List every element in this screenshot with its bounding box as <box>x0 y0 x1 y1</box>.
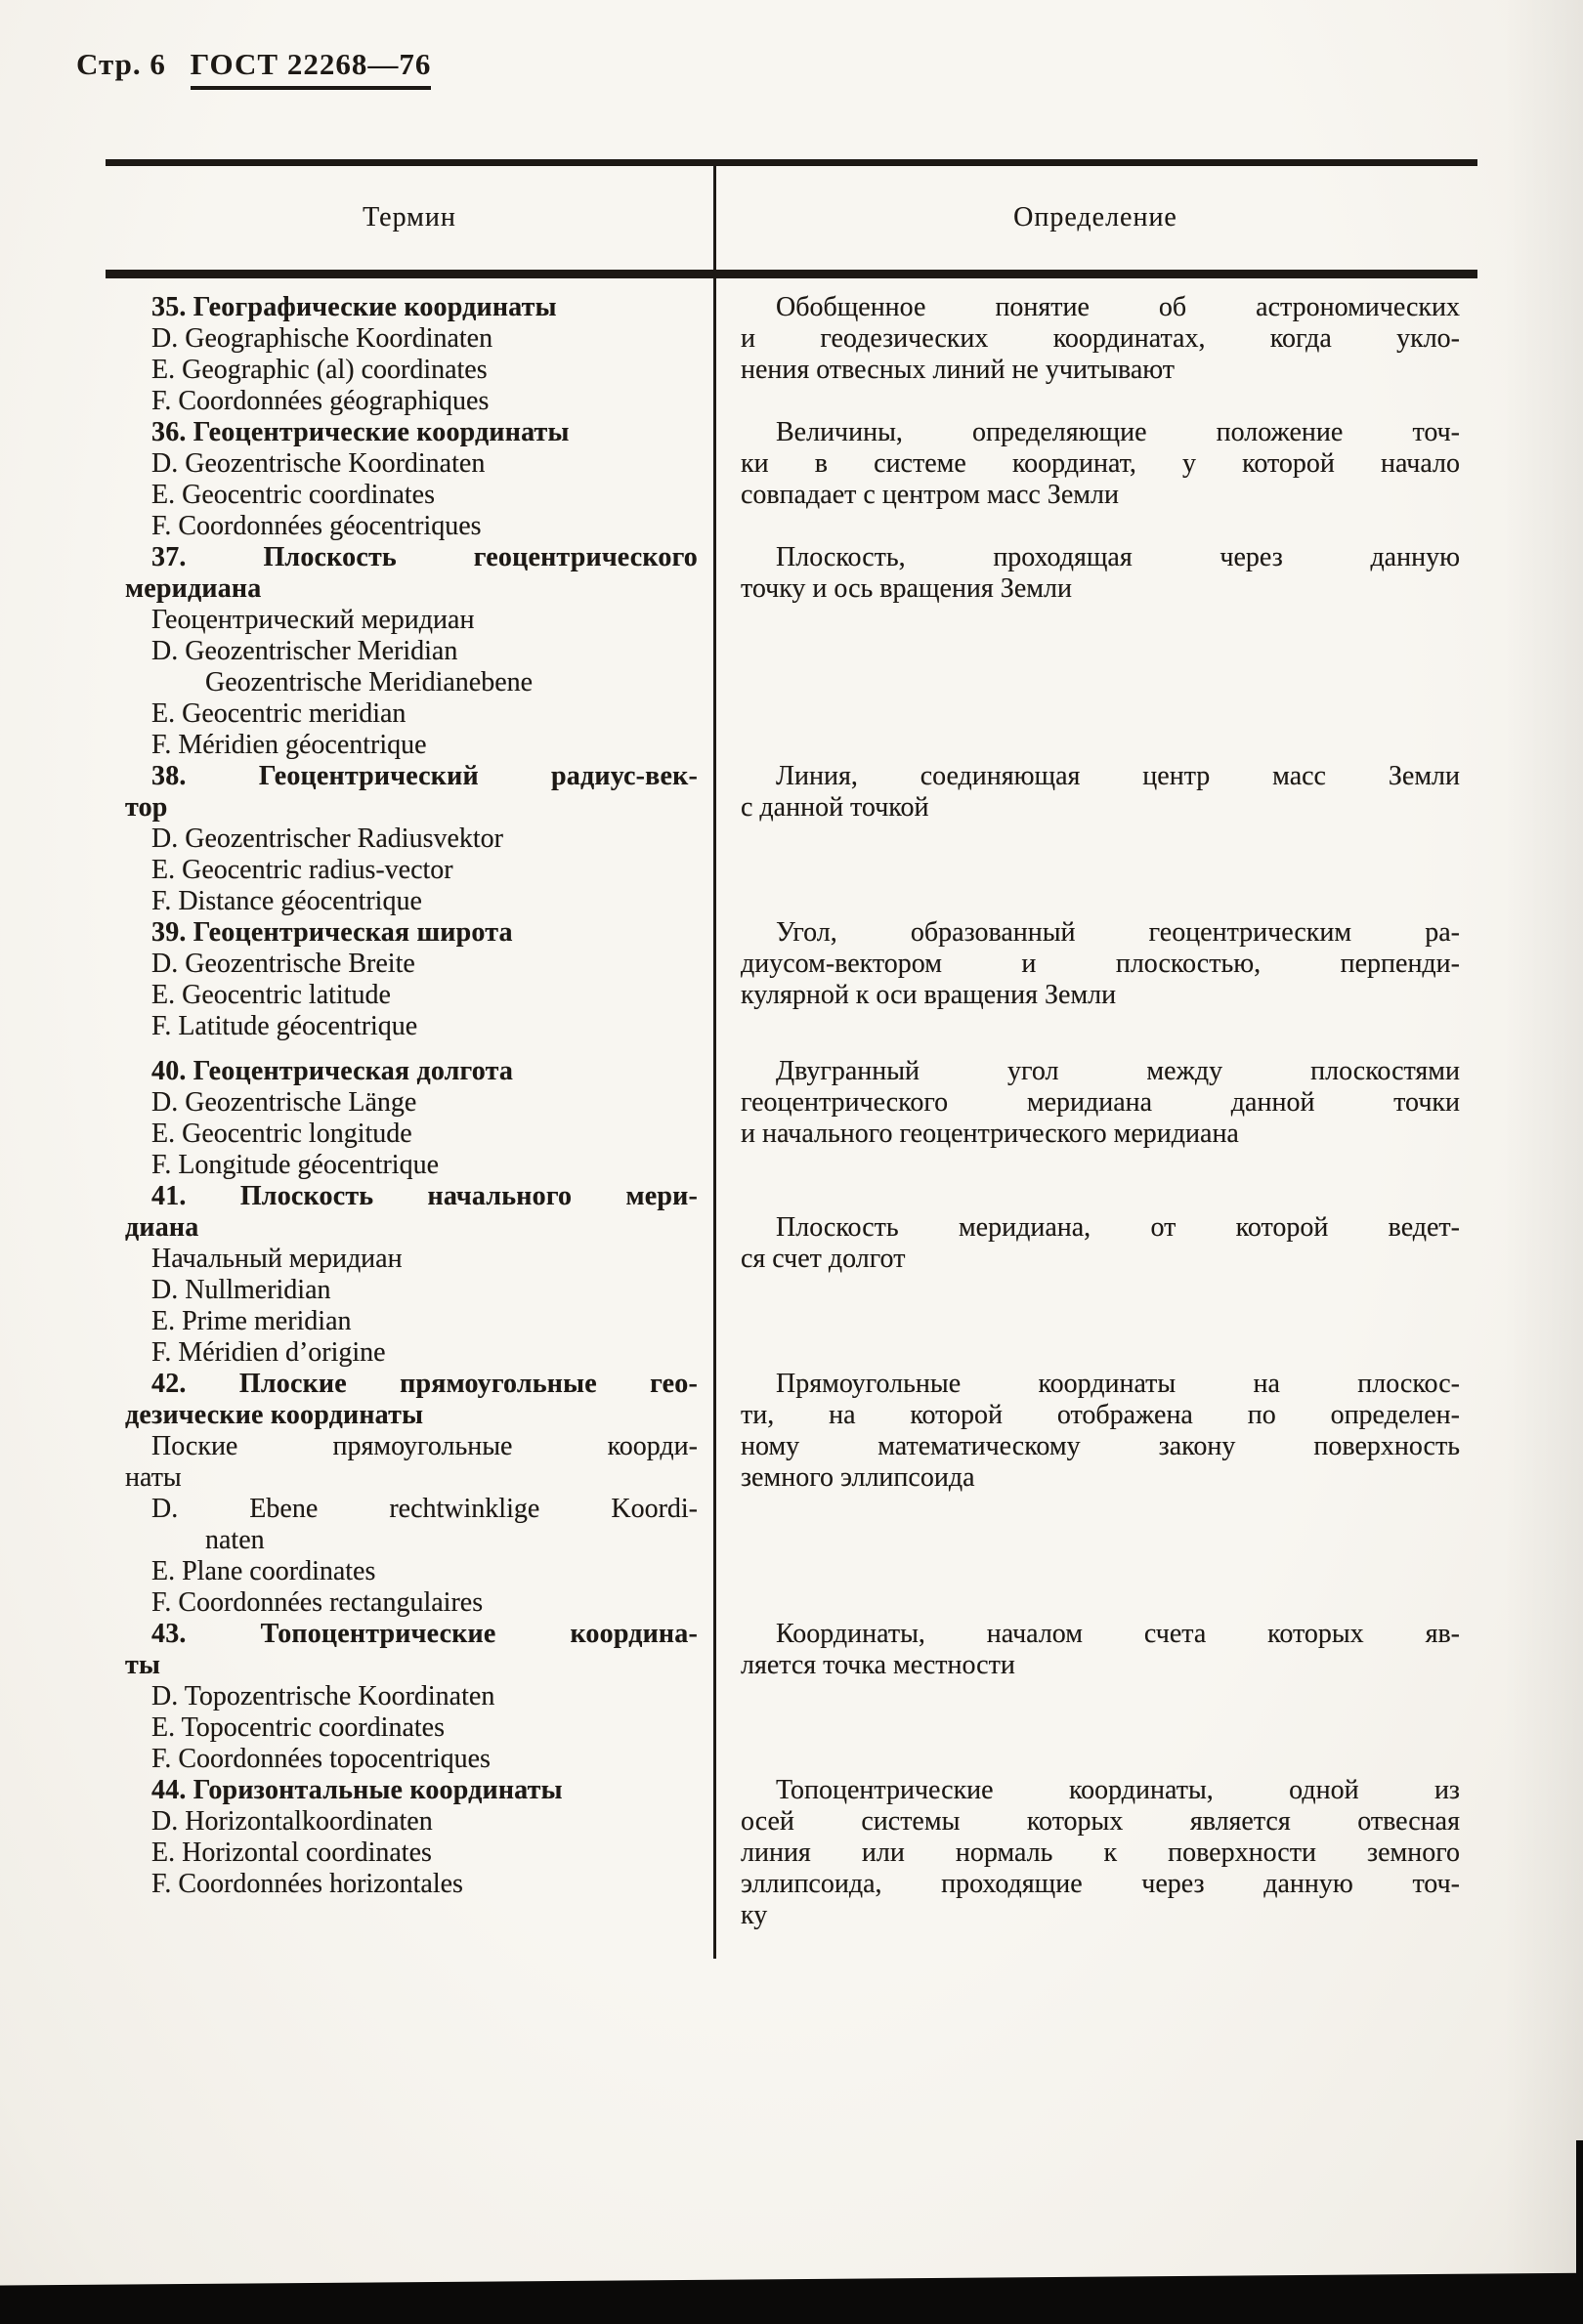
table-row <box>106 417 1477 542</box>
definition-cell <box>713 1775 1477 1931</box>
term-translation-line: D. Geozentrischer Meridian <box>151 636 458 666</box>
term-translation-line: E. Geocentric meridian <box>151 698 406 729</box>
table-row <box>106 1056 1477 1181</box>
definition-line: и геодезических координатах, когда укло- <box>741 323 1460 354</box>
definition-cell <box>713 1181 1477 1369</box>
term-translation-line: F. Distance géocentrique <box>151 886 422 916</box>
term-name-line: 43. Топоцентрические координа- <box>151 1619 698 1649</box>
term-name-line: 42. Плоские прямоугольные гео- <box>151 1369 698 1399</box>
definition-cell <box>713 292 1477 417</box>
term-translation-line: F. Longitude géocentrique <box>151 1150 440 1180</box>
term-name-line: ты <box>125 1650 161 1680</box>
term-translation-line: F. Coordonnées horizontales <box>151 1869 463 1899</box>
definition-line: и начального геоцентрического меридиана <box>741 1119 1239 1149</box>
definition-line: ся счет долгот <box>741 1244 906 1274</box>
term-cell <box>106 292 713 417</box>
term-cell <box>106 1775 713 1931</box>
term-translation-line: D. Geozentrische Koordinaten <box>151 448 486 479</box>
definition-cell <box>713 542 1477 761</box>
definition-line: Величины, определяющие положение точ- <box>776 417 1460 447</box>
definition-cell <box>713 1619 1477 1775</box>
definition-line: совпадает с центром масс Земли <box>741 480 1119 510</box>
page-header <box>76 47 431 82</box>
terms-table <box>106 159 1477 1959</box>
term-name-line: 37. Плоскость геоцентрического <box>151 542 698 572</box>
term-name-line: меридиана <box>125 573 262 604</box>
column-divider <box>713 166 716 270</box>
definition-line: Двугранный угол между плоскостями <box>776 1056 1460 1086</box>
definition-cell <box>713 417 1477 542</box>
definition-line: Обобщенное понятие об астрономических <box>776 292 1460 322</box>
definition-line: Координаты, началом счета которых яв- <box>776 1619 1460 1649</box>
table-body <box>106 278 1477 1959</box>
term-translation-line: naten <box>205 1525 265 1555</box>
column-header-term: Термин <box>363 202 456 232</box>
term-cell <box>106 1056 713 1181</box>
term-name-line: 38. Геоцентрический радиус-век- <box>151 761 698 791</box>
term-translation-line: E. Plane coordinates <box>151 1556 376 1586</box>
definition-line: земного эллипсоида <box>741 1462 975 1493</box>
term-name-line: 40. Геоцентрическая долгота <box>151 1056 514 1086</box>
scan-artifact-bottom-edge <box>0 2272 1583 2324</box>
table-header-rule <box>106 270 1477 278</box>
term-translation-line: наты <box>125 1462 182 1493</box>
term-translation-line: D. Geographische Koordinaten <box>151 323 493 354</box>
term-name-line: 44. Горизонтальные координаты <box>151 1775 563 1805</box>
table-row <box>106 1181 1477 1369</box>
term-cell <box>106 761 713 917</box>
term-cell <box>106 1619 713 1775</box>
standard-number: ГОСТ 22268—76 <box>191 47 432 90</box>
definition-line: линия или нормаль к поверхности земного <box>741 1838 1460 1868</box>
term-name-line: тор <box>125 792 168 823</box>
term-translation-line: F. Coordonnées géographiques <box>151 386 490 416</box>
definition-line: геоцентрического меридиана данной точки <box>741 1087 1460 1118</box>
table-row <box>106 917 1477 1042</box>
definition-line: Плоскость, проходящая через данную <box>776 542 1460 572</box>
term-translation-line: E. Geocentric latitude <box>151 980 391 1010</box>
column-header-definition: Определение <box>1013 202 1177 232</box>
term-translation-line: Поские прямоугольные коорди- <box>151 1431 698 1461</box>
term-translation-line: D. Ebene rechtwinklige Koordi- <box>151 1494 698 1524</box>
definition-line: ку <box>741 1900 768 1930</box>
page-number: Стр. 6 <box>76 47 166 81</box>
term-translation-line: D. Nullmeridian <box>151 1275 331 1305</box>
term-translation-line: F. Latitude géocentrique <box>151 1011 418 1041</box>
term-cell <box>106 917 713 1042</box>
definition-line: Линия, соединяющая центр масс Земли <box>776 761 1460 791</box>
definition-cell <box>713 1056 1477 1181</box>
definition-line: с данной точкой <box>741 792 929 823</box>
table-header-row <box>106 166 1477 270</box>
term-name-line: диана <box>125 1212 199 1243</box>
definition-cell <box>713 917 1477 1042</box>
term-cell <box>106 417 713 542</box>
definition-line: нения отвесных линий не учитывают <box>741 355 1176 385</box>
term-translation-line: F. Coordonnées rectangulaires <box>151 1587 484 1618</box>
term-name-line: 35. Географические координаты <box>151 292 557 322</box>
table-row <box>106 542 1477 761</box>
definition-line: точку и ось вращения Земли <box>741 573 1072 604</box>
definition-line: Топоцентрические координаты, одной из <box>776 1775 1460 1805</box>
table-top-rule <box>106 159 1477 166</box>
column-divider <box>713 278 716 1959</box>
definition-line: ному математическому закону поверхность <box>741 1431 1460 1461</box>
term-name-line: 41. Плоскость начального мери- <box>151 1181 698 1211</box>
term-translation-line: D. Geozentrische Breite <box>151 949 415 979</box>
definition-line: ти, на которой отображена по определен- <box>741 1400 1460 1430</box>
term-translation-line: E. Topocentric coordinates <box>151 1712 445 1743</box>
table-row <box>106 1619 1477 1775</box>
term-translation-line: E. Geocentric longitude <box>151 1119 412 1149</box>
term-translation-line: D. Geozentrischer Radiusvektor <box>151 824 503 854</box>
term-translation-line: F. Coordonnées géocentriques <box>151 511 482 541</box>
term-name-line: дезические координаты <box>125 1400 424 1430</box>
term-cell <box>106 1369 713 1619</box>
table-row <box>106 292 1477 417</box>
table-row <box>106 1369 1477 1619</box>
definition-line: ляется точка местности <box>741 1650 1015 1680</box>
term-translation-line: Начальный меридиан <box>151 1244 403 1274</box>
definition-line: Плоскость меридиана, от которой ведет- <box>776 1212 1460 1243</box>
term-translation-line: F. Méridien géocentrique <box>151 730 427 760</box>
term-translation-line: D. Horizontalkoordinaten <box>151 1806 433 1837</box>
definition-line: эллипсоида, проходящие через данную точ- <box>741 1869 1460 1899</box>
table-row <box>106 1775 1477 1931</box>
definition-cell <box>713 761 1477 917</box>
definition-line: Прямоугольные координаты на плоскос- <box>776 1369 1460 1399</box>
term-translation-line: E. Horizontal coordinates <box>151 1838 432 1868</box>
term-cell <box>106 1181 713 1369</box>
term-translation-line: E. Geocentric radius-vector <box>151 855 453 885</box>
term-translation-line: Geozentrische Meridianebene <box>205 667 534 697</box>
definition-cell <box>713 1369 1477 1619</box>
term-translation-line: D. Topozentrische Koordinaten <box>151 1681 495 1711</box>
term-translation-line: E. Geocentric coordinates <box>151 480 435 510</box>
term-translation-line: F. Coordonnées topocentriques <box>151 1744 491 1774</box>
term-translation-line: F. Méridien d’origine <box>151 1337 386 1368</box>
table-row <box>106 761 1477 917</box>
term-cell <box>106 542 713 761</box>
definition-line: ки в системе координат, у которой начало <box>741 448 1460 479</box>
definition-line: Угол, образованный геоцентрическим ра- <box>776 917 1460 948</box>
definition-line: диусом-вектором и плоскостью, перпенди- <box>741 949 1460 979</box>
definition-line: осей системы которых является отвесная <box>741 1806 1460 1837</box>
term-name-line: 39. Геоцентрическая широта <box>151 917 513 948</box>
scan-artifact-right-edge <box>1576 2140 1583 2287</box>
term-name-line: 36. Геоцентрические координаты <box>151 417 570 447</box>
term-translation-line: E. Prime meridian <box>151 1306 352 1336</box>
definition-line: кулярной к оси вращения Земли <box>741 980 1117 1010</box>
term-translation-line: Геоцентрический меридиан <box>151 605 475 635</box>
term-translation-line: E. Geographic (al) coordinates <box>151 355 488 385</box>
term-translation-line: D. Geozentrische Länge <box>151 1087 417 1118</box>
